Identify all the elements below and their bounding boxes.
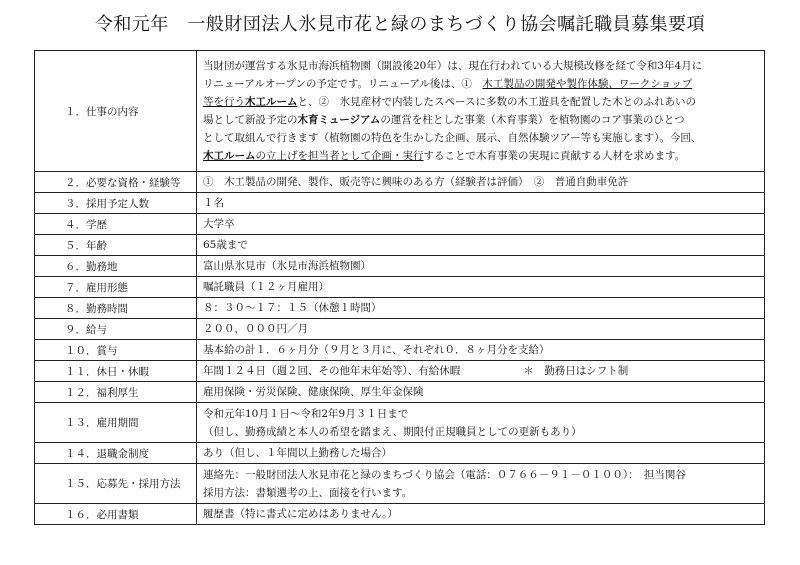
row-value: 年間１２４日（週２回、その他年末年始等）、有給休暇 ＊ 勤務日はシフト制 [197,361,765,382]
description-line: として取組んで行きます（植物園の特色を生かした企画、展示、自然体験ツアー等も実施します）。今回、 [203,132,702,144]
table-row [35,504,765,525]
row-label: １２．福利厚生 [35,382,197,403]
table-row [35,193,765,214]
row-value: 富山県氷見市（氷見市海浜植物園） [197,256,765,277]
row-label: １６．必用書類 [35,504,197,525]
description-line: 当財団が運営する氷見市海浜植物園（開設後20年）は、現在行われている大規模改修を経て令和3年4月に [203,60,703,72]
row-label: ４．学歴 [35,214,197,235]
table-row [35,464,765,504]
page-title: 令和元年 一般財団法人氷見市花と緑のまちづくり協会嘱託職員募集要項 [94,14,706,35]
row-value: 基本給の計１．６ヶ月分（９月と３月に、それぞれ０．８ヶ月分を支給） [197,340,765,361]
row-label: １１．休日・休暇 [35,361,197,382]
value-line: 採用方法：書類選考の上、面接を行います。 [203,486,413,499]
row-value: ８：３０～１７：１５（休憩１時間） [197,298,765,319]
row-value: ① 木工製品の開発、製作、販売等に興味のある方（経験者は評価） ② 普通自動車免許 [197,172,765,193]
table-row [35,277,765,298]
row-value [197,464,765,504]
row-value: 65歳まで [197,235,765,256]
row-label: ２．必要な資格・経験等 [35,172,197,193]
row-label: １０．賞与 [35,340,197,361]
row-label: １．仕事の内容 [35,51,197,172]
row-value: ２００，０００円／月 [197,319,765,340]
table-row [35,319,765,340]
row-label: ３．採用予定人数 [35,193,197,214]
table-row [35,340,765,361]
table-row [35,361,765,382]
description-line: リニューアルオープンの予定です。リニューアル後は、① 木工製品の開発や製作体験、ワークショップ [203,78,693,90]
table-row [35,298,765,319]
value-line: 連絡先：一般財団法人氷見市花と緑のまちづくり協会（電話：０７６６－９１－０１００）： 担当関谷 [203,468,686,481]
row-value [197,403,765,443]
table-row [35,403,765,443]
table-row [35,235,765,256]
table-row [35,51,765,172]
row-label: １４．退職金制度 [35,443,197,464]
value-line: 令和元年10月１日～令和2年9月３１日まで [203,407,409,420]
value-line: （但し、勤務成績と本人の希望を踏まえ、期限付正規職員としての更新もあり） [203,425,582,438]
row-label: ９．給与 [35,319,197,340]
row-value: １名 [197,193,765,214]
row-label: ７．雇用形態 [35,277,197,298]
table-row [35,443,765,464]
row-label: ６．勤務地 [35,256,197,277]
row-label: ５．年齢 [35,235,197,256]
description-line: 木工ルームの立上げを担当者として企画・実行することで木育事業の実現に貢献する人材を求めます。 [203,150,686,162]
table-row [35,256,765,277]
row-label: １５．応募先・採用方法 [35,464,197,504]
description-line: 等を行う木工ルームと、② 氷見産材で内装したスペースに多数の木工遊具を配置した木とのふれあいの [203,96,696,108]
row-label: １３．雇用期間 [35,403,197,443]
table-row [35,214,765,235]
row-value: あり（但し、１年間以上勤務した場合） [197,443,765,464]
row-value: 大学卒 [197,214,765,235]
recruitment-table [34,50,765,525]
row-value: 嘱託職員（１２ヶ月雇用） [197,277,765,298]
job-description [197,51,765,172]
row-label: ８．勤務時間 [35,298,197,319]
row-value: 履歴書（特に書式に定めはありません。） [197,504,765,525]
description-line: 場として新設予定の木育ミュージアムの運営を柱とした事業（木育事業）を植物園のコア事業のひとつ [203,114,685,126]
table-row [35,172,765,193]
row-value: 雇用保険・労災保険、健康保険、厚生年金保険 [197,382,765,403]
table-row [35,382,765,403]
